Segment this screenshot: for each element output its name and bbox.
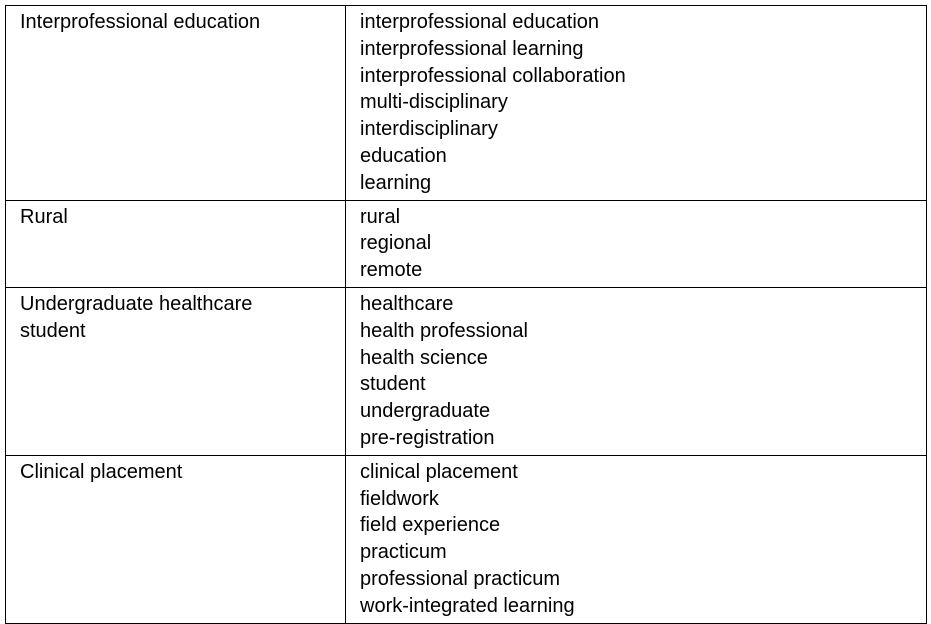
synonym-item: rural (360, 205, 401, 228)
synonym-item: work-integrated learning (360, 594, 575, 617)
synonym-item: remote (360, 259, 423, 282)
synonym-item: healthcare (360, 292, 454, 315)
concept-cell: Clinical placement (6, 455, 346, 623)
synonym-item: health science (360, 346, 488, 369)
concept-cell: Undergraduate healthcare student (6, 287, 346, 455)
synonym-item: interprofessional collaboration (360, 64, 626, 87)
synonym-item: field experience (360, 514, 501, 537)
synonym-item: clinical placement (360, 460, 518, 483)
synonym-item: undergraduate (360, 400, 491, 423)
synonym-item: health professional (360, 319, 528, 342)
table-row (6, 200, 927, 287)
synonym-item: practicum (360, 541, 447, 564)
table-row (6, 287, 927, 455)
synonym-item: multi-disciplinary (360, 91, 508, 114)
synonyms-cell (346, 6, 927, 201)
synonym-item: interprofessional education (360, 11, 600, 33)
synonym-item: interdisciplinary (360, 118, 498, 141)
synonym-item: interprofessional learning (360, 37, 584, 60)
concept-cell: Rural (6, 200, 346, 287)
synonym-item: education (360, 144, 447, 167)
synonym-item: professional practicum (360, 567, 561, 590)
search-terms-table (5, 5, 927, 624)
synonym-item: regional (360, 232, 432, 255)
synonym-item: student (360, 373, 426, 396)
synonyms-cell (346, 287, 927, 455)
synonym-item: learning (360, 171, 432, 194)
synonyms-cell (346, 455, 927, 623)
synonym-item: fieldwork (360, 487, 439, 510)
table-row (6, 455, 927, 623)
synonym-item: pre-registration (360, 426, 495, 449)
table-row (6, 6, 927, 201)
synonyms-cell (346, 200, 927, 287)
concept-cell: Interprofessional education (6, 6, 346, 201)
